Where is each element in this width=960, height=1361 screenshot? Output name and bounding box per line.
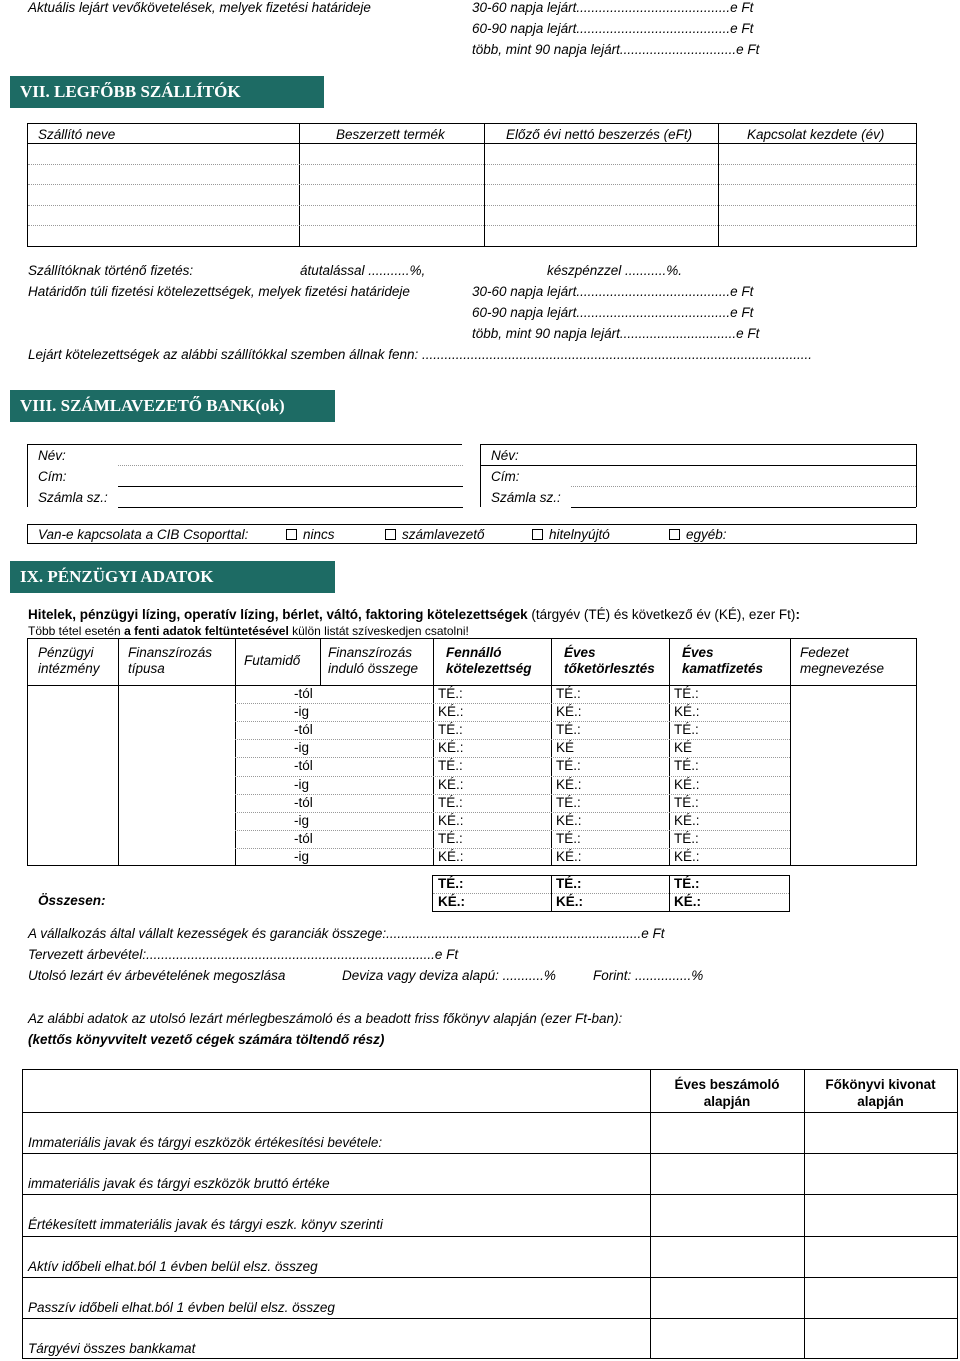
checkbox-icon [286,529,297,540]
fin-col-interest: Éves kamatfizetés [682,645,764,676]
totals-box [432,875,790,912]
revenue-fx: Deviza vagy deviza alapú: ...........% [342,968,556,983]
balance-row-label: Tárgyévi összes bankkamat [28,1341,196,1356]
bank1-name: Név: [38,448,66,463]
financing-table [27,638,917,866]
receivables-label: Aktuális lejárt vevőkövetelések, melyek fizetési határideje [28,0,371,15]
total-ke-1: KÉ.: [438,894,465,909]
principal-ke: KÉ [556,740,575,756]
term-to: -ig [294,704,310,720]
bank1-account: Számla sz.: [38,490,108,505]
fin-col-initial: Finanszírozás induló összege [328,645,419,676]
balance-row-label: Passzív időbeli elhat.ból 1 évben belül elsz. összeg [28,1299,335,1315]
bank2-name: Név: [491,448,519,463]
term-from: -tól [294,794,313,810]
checkbox-icon [532,529,543,540]
cib-relation-row [27,524,917,544]
col-relation-start: Kapcsolat kezdete (év) [747,127,885,142]
term-to: -ig [294,776,310,792]
interest-te: TÉ.: [674,794,699,810]
fin-col-term: Futamidő [244,653,301,668]
interest-ke: KÉ [674,740,693,756]
principal-te: TÉ.: [556,722,581,738]
fin-col-outstanding: Fennálló kötelezettség [446,645,532,676]
receivables-60-90: 60-90 napja lejárt.........................................e Ft [472,21,754,36]
term-from: -tól [294,758,313,774]
total-ke-3: KÉ.: [674,894,701,909]
bank-box-2 [480,444,917,507]
principal-ke: KÉ.: [556,812,582,828]
fin-col-type: Finanszírozás típusa [128,645,213,676]
term-to: -ig [294,812,310,828]
liabilities-60-90: 60-90 napja lejárt.........................................e Ft [472,305,754,320]
liabilities-90plus: több, mint 90 napja lejárt...............................e Ft [472,326,760,341]
total-ke-2: KÉ.: [556,894,583,909]
financing-intro: Hitelek, pénzügyi lízing, operatív lízing, bérlet, váltó, faktoring kötelezettségek (tárgyév (TÉ) és következő év (KÉ), ezer Ft): [28,607,800,622]
section-ix-header: IX. PÉNZÜGYI ADATOK [10,561,335,593]
liabilities-label: Határidőn túli fizetési kötelezettségek, melyek fizetési határideje [28,284,410,299]
receivables-30-60: 30-60 napja lejárt.........................................e Ft [472,0,754,15]
principal-ke: KÉ.: [556,704,582,720]
interest-te: TÉ.: [674,722,699,738]
col-prev-purchase: Előző évi nettó beszerzés (eFt) [506,127,693,142]
planned-revenue: Tervezett árbevétel:.............................................................................e Ft [28,947,459,962]
outstanding-te: TÉ.: [438,794,463,810]
term-to: -ig [294,848,310,864]
guarantees: A vállalkozás által vállalt kezességek és garanciák összege:....................................................................e Ft [28,926,665,941]
outstanding-te: TÉ.: [438,686,463,701]
total-label: Összesen: [38,893,106,908]
principal-te: TÉ.: [556,686,581,701]
section-viii-header: VIII. SZÁMLAVEZETŐ BANK(ok) [10,390,335,422]
option-lender[interactable]: hitelnyújtó [532,527,610,542]
balance-row-label: Immateriális javak és tárgyi eszközök értékesítési bevétele: [28,1135,383,1150]
balance-row-label: Aktív időbeli elhat.ból 1 évben belül elsz. összeg [28,1258,318,1274]
col-supplier-name: Szállító neve [38,127,116,142]
payment-cash: készpénzzel ...........%. [547,263,683,278]
balance-row-label: immateriális javak és tárgyi eszközök bruttó értéke [28,1176,330,1192]
bank1-address: Cím: [38,469,67,484]
checkbox-icon [669,529,680,540]
balance-table [22,1069,958,1359]
principal-te: TÉ.: [556,794,581,810]
section-vii-header: VII. LEGFŐBB SZÁLLÍTÓK [10,76,324,108]
outstanding-ke: KÉ.: [438,776,464,792]
revenue-split: Utolsó lezárt év árbevételének megoszlása [28,968,286,983]
outstanding-ke: KÉ.: [438,740,464,756]
overdue-suppliers: Lejárt kötelezettségek az alábbi szállítókkal szemben állnak fenn: ........................................................................................................ [28,347,813,362]
col-product: Beszerzett termék [336,127,445,142]
fin-col-collateral: Fedezet megnevezése [800,645,885,676]
bal-col-ledger: Főkönyvi kivonat alapján [825,1077,936,1109]
financing-note: Több tétel esetén a fenti adatok feltüntetésével külön listát szíveskedjen csatolni! [28,624,469,638]
balance-intro: Az alábbi adatok az utolsó lezárt mérlegbeszámoló és a beadott friss főkönyv alapján (ezer Ft-ban): [28,1011,623,1026]
interest-ke: KÉ.: [674,704,700,720]
term-to: -ig [294,740,310,756]
bank-box-1 [27,444,462,507]
principal-te: TÉ.: [556,830,581,846]
term-from: -tól [294,686,313,701]
cib-question: Van-e kapcsolata a CIB Csoporttal: [38,527,249,542]
total-te-2: TÉ.: [556,876,582,891]
principal-te: TÉ.: [556,758,581,774]
balance-sub: (kettős könyvvitelt vezető cégek számára töltendő rész) [28,1032,385,1047]
outstanding-ke: KÉ.: [438,848,464,864]
principal-ke: KÉ.: [556,776,582,792]
outstanding-ke: KÉ.: [438,704,464,720]
interest-ke: KÉ.: [674,776,700,792]
payment-transfer: átutalással ...........%, [300,263,426,278]
bal-col-annual: Éves beszámoló alapján [674,1077,780,1109]
option-account-holder[interactable]: számlavezető [385,527,485,542]
total-te-1: TÉ.: [438,876,464,891]
principal-ke: KÉ.: [556,848,582,864]
outstanding-te: TÉ.: [438,722,463,738]
fin-col-principal: Éves tőketörlesztés [564,645,655,676]
receivables-90plus: több, mint 90 napja lejárt...............................e Ft [472,42,760,57]
bank2-account: Számla sz.: [491,490,561,505]
checkbox-icon [385,529,396,540]
revenue-huf: Forint: ...............% [593,968,704,983]
suppliers-table [27,123,917,247]
term-from: -tól [294,722,313,738]
term-from: -tól [294,830,313,846]
balance-row-label: Értékesített immateriális javak és tárgyi eszk. könyv szerinti [28,1217,383,1233]
interest-ke: KÉ.: [674,812,700,828]
supplier-payment-label: Szállítóknak történő fizetés: [28,263,194,278]
interest-ke: KÉ.: [674,848,700,864]
bank2-address: Cím: [491,469,520,484]
option-none[interactable]: nincs [286,527,335,542]
interest-te: TÉ.: [674,830,699,846]
option-other[interactable]: egyéb: [669,527,727,542]
outstanding-te: TÉ.: [438,830,463,846]
interest-te: TÉ.: [674,686,699,701]
outstanding-ke: KÉ.: [438,812,464,828]
outstanding-te: TÉ.: [438,758,463,774]
fin-col-institution: Pénzügyi intézmény [38,645,100,676]
interest-te: TÉ.: [674,758,699,774]
liabilities-30-60: 30-60 napja lejárt.........................................e Ft [472,284,754,299]
total-te-3: TÉ.: [674,876,700,891]
